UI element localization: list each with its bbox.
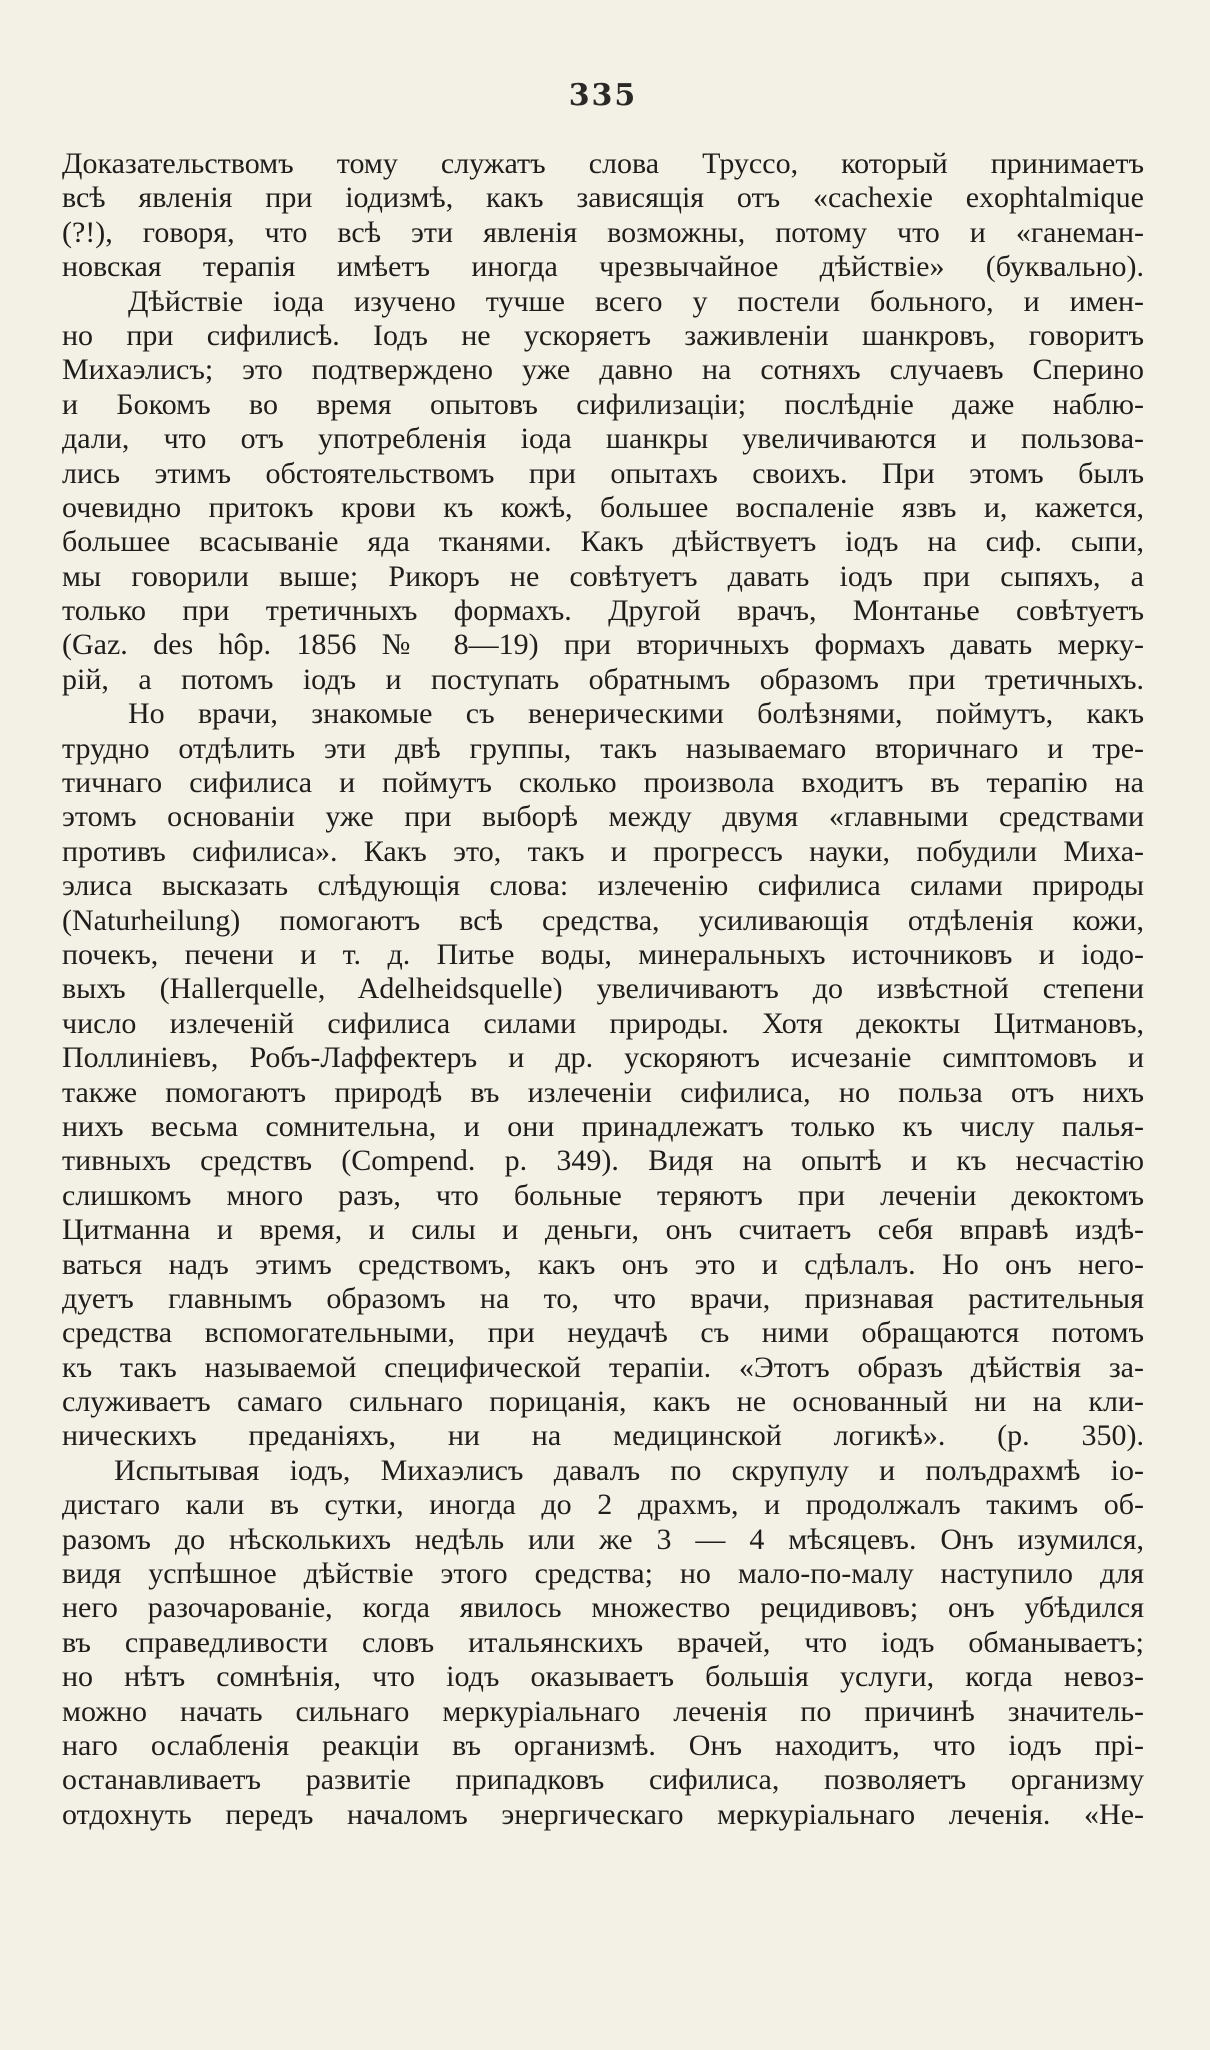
text-line: (Gaz. des hôp. 1856 № 8—19) при вторичныхъ формахъ давать мерку-	[62, 628, 1144, 662]
text-line: останавливаетъ развитіе припадковъ сифилиса, позволяетъ организму	[62, 1763, 1144, 1797]
text-line: и Бокомъ во время опытовъ сифилизаціи; послѣдніе даже наблю-	[62, 387, 1144, 421]
text-line: но при сифилисѣ. Іодъ не ускоряетъ заживленіи шанкровъ, говоритъ	[62, 318, 1144, 352]
text-line: лись этимъ обстоятельствомъ при опытахъ своихъ. При этомъ былъ	[62, 456, 1144, 490]
text-line: него разочарованіе, когда явилось множество рецидивовъ; онъ убѣдился	[62, 1591, 1144, 1625]
text-line: ваться надъ этимъ средствомъ, какъ онъ это и сдѣлалъ. Но онъ него-	[62, 1247, 1144, 1281]
text-line: очевидно притокъ крови къ кожѣ, большее воспаленіе язвъ и, кажется,	[62, 490, 1144, 524]
text-line: дали, что отъ употребленія іода шанкры увеличиваются и пользова-	[62, 422, 1144, 456]
text-line: элиса высказать слѣдующія слова: излеченію сифилиса силами природы	[62, 869, 1144, 903]
text-line: (Naturheilung) помогаютъ всѣ средства, усиливающія отдѣленія кожи,	[62, 903, 1144, 937]
text-line: выхъ (Hallerquelle, Adelheidsquelle) увеличиваютъ до извѣстной степени	[62, 972, 1144, 1006]
text-line: Дѣйствіе іода изучено тучше всего у постели больного, и имен-	[128, 284, 1144, 318]
text-line: только при третичныхъ формахъ. Другой врачъ, Монтанье совѣтуетъ	[62, 594, 1144, 628]
text-line: новская терапія имѣетъ иногда чрезвычайное дѣйствіе» (буквально).	[62, 250, 1144, 284]
text-line: видя успѣшное дѣйствіе этого средства; но мало-по-малу наступило для	[62, 1557, 1144, 1591]
text-line: къ такъ называемой специфической терапіи. «Этотъ образъ дѣйствія за-	[62, 1350, 1144, 1384]
text-line: Цитманна и время, и силы и деньги, онъ считаетъ себя вправѣ издѣ-	[62, 1213, 1144, 1247]
text-line: тивныхъ средствъ (Compend. p. 349). Видя на опытѣ и къ несчастію	[62, 1144, 1144, 1178]
page	[62, 78, 1144, 1832]
text-line: Доказательствомъ тому служатъ слова Труссо, который принимаетъ	[62, 147, 1144, 180]
text-line: нихъ весьма сомнительна, и они принадлежатъ только къ числу палья-	[62, 1109, 1144, 1143]
text-line: Поллиніевъ, Робъ-Лаффектеръ и др. ускоряютъ исчезаніе симптомовъ и	[62, 1041, 1144, 1075]
text-line: наго ослабленія реакціи въ организмѣ. Онъ находитъ, что іодъ прі-	[62, 1728, 1144, 1762]
text-line: противъ сифилиса». Какъ это, такъ и прогрессъ науки, побудили Миха-	[62, 834, 1144, 868]
text-line: но нѣтъ сомнѣнія, что іодъ оказываетъ большія услуги, когда невоз-	[62, 1660, 1144, 1694]
text-line: въ справедливости словъ итальянскихъ врачей, что іодъ обманываетъ;	[62, 1625, 1144, 1659]
text-line: мы говорили выше; Рикоръ не совѣтуетъ давать іодъ при сыпяхъ, а	[62, 559, 1144, 593]
page-number: 335	[568, 78, 638, 113]
text-line: ническихъ преданіяхъ, ни на медицинской логикѣ». (p. 350).	[62, 1419, 1144, 1453]
text-line: почекъ, печени и т. д. Питье воды, минеральныхъ источниковъ и іодо-	[62, 937, 1144, 971]
text-line: дуетъ главнымъ образомъ на то, что врачи, признавая растительныя	[62, 1281, 1144, 1315]
text-line: средства вспомогательными, при неудачѣ съ ними обращаются потомъ	[62, 1316, 1144, 1350]
text-line: трудно отдѣлить эти двѣ группы, такъ называемаго вторичнаго и тре-	[62, 731, 1144, 765]
text-body	[62, 147, 1144, 1832]
text-line: число излеченій сифилиса силами природы. Хотя декокты Цитмановъ,	[62, 1006, 1144, 1040]
text-line: Но врачи, знакомые съ венерическими болѣзнями, поймутъ, какъ	[128, 697, 1144, 731]
text-line: служиваетъ самаго сильнаго порицанія, какъ не основанный ни на кли-	[62, 1385, 1144, 1419]
text-line: также помогаютъ природѣ въ излеченіи сифилиса, но польза отъ нихъ	[62, 1075, 1144, 1109]
text-line: тичнаго сифилиса и поймутъ сколько произвола входитъ въ терапію на	[62, 766, 1144, 800]
text-line: Михаэлисъ; это подтверждено уже давно на сотняхъ случаевъ Сперино	[62, 353, 1144, 387]
text-line: разомъ до нѣсколькихъ недѣль или же 3 — 4 мѣсяцевъ. Онъ изумился,	[62, 1522, 1144, 1556]
text-line: всѣ явленія при іодизмѣ, какъ зависящія отъ «cachexie exophtalmique	[62, 181, 1144, 215]
text-line: Испытывая іодъ, Михаэлисъ давалъ по скрупулу и полъдрахмѣ іо-	[114, 1453, 1144, 1487]
text-line: рій, а потомъ іодъ и поступать обратнымъ образомъ при третичныхъ.	[62, 662, 1144, 696]
text-line: дистаго кали въ сутки, иногда до 2 драхмъ, и продолжалъ такимъ об-	[62, 1488, 1144, 1522]
text-line: большее всасываніе яда тканями. Какъ дѣйствуетъ іодъ на сиф. сыпи,	[62, 525, 1144, 559]
text-line: можно начать сильнаго меркуріальнаго леченія по причинѣ значитель-	[62, 1694, 1144, 1728]
text-line: (?!), говоря, что всѣ эти явленія возможны, потому что и «ганеман-	[62, 215, 1144, 249]
text-line: слишкомъ много разъ, что больные теряютъ при леченіи декоктомъ	[62, 1178, 1144, 1212]
text-line: этомъ основаніи уже при выборѣ между двумя «главными средствами	[62, 800, 1144, 834]
text-line: отдохнуть передъ началомъ энергическаго меркуріальнаго леченія. «Не-	[62, 1797, 1144, 1831]
